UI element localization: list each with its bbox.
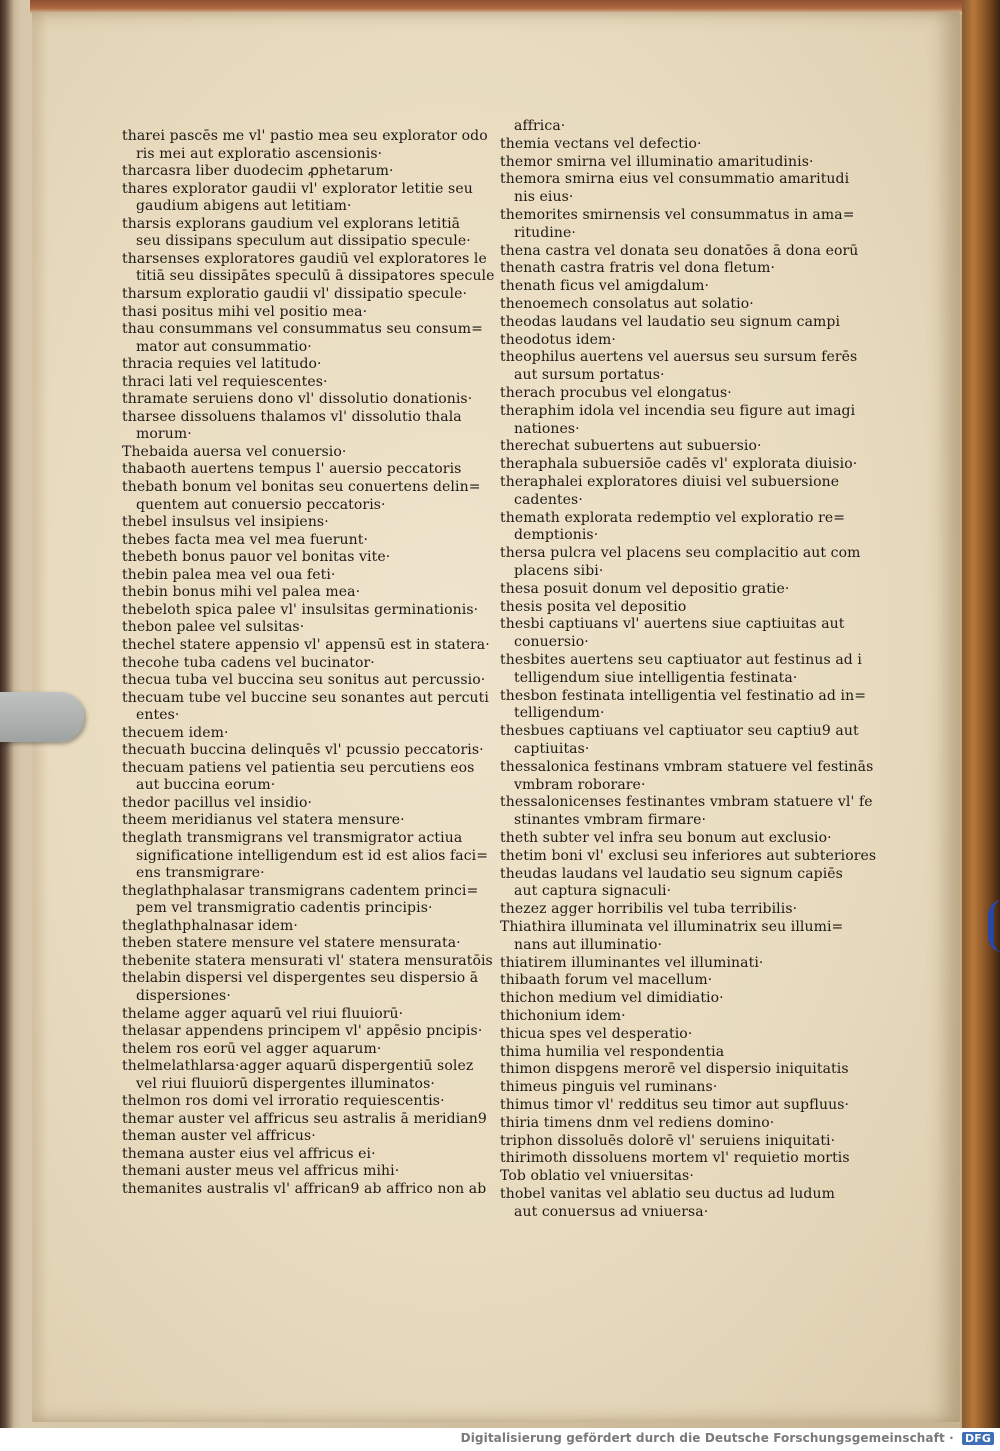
text-line: ris mei aut exploratio ascensionis· — [136, 145, 383, 162]
text-line: themor smirna vel illuminatio amaritudinis· — [500, 153, 814, 170]
text-line: demptionis· — [514, 527, 599, 544]
text-line: thebath bonum vel bonitas seu conuertens delin= — [122, 479, 481, 495]
text-line: thares explorator gaudii vl' explorator letitie seu — [122, 180, 473, 197]
text-line: nis eius· — [514, 189, 574, 206]
text-line: thebes facta mea vel mea fuerunt· — [122, 531, 369, 548]
text-line: morum· — [136, 426, 192, 443]
text-line: tharsenses exploratores gaudiū vel exploratores le — [122, 250, 487, 267]
blue-ink-mark — [988, 900, 1000, 952]
text-line: seu dissipans speculum aut dissipatio specule· — [136, 233, 471, 250]
text-line: thimus timor vl' redditus seu timor aut supfluus· — [500, 1097, 850, 1113]
text-line: pem vel transmigratio cadentis principis· — [136, 900, 433, 917]
text-line: thima humilia vel respondentia — [500, 1043, 725, 1060]
text-line: thecuam patiens vel patientia seu percutiens eos — [122, 759, 475, 776]
text-line: thetim boni vl' exclusi seu inferiores aut subteriores — [500, 847, 877, 864]
text-line: thebeth bonus pauor vel bonitas vite· — [122, 549, 391, 566]
manuscript-page — [32, 12, 960, 1422]
text-line: Thebaida auersa vel conuersio· — [122, 443, 347, 460]
text-line: tharsee dissoluens thalamos vl' dissolutio thala — [122, 408, 462, 425]
text-line: thecuath buccina delinquēs vl' pcussio peccatoris· — [122, 742, 484, 759]
text-line: thesbues captiuans vel captiuator seu captiu9 aut — [500, 723, 859, 740]
text-line: thelabin dispersi vel dispergentes seu dispersio ā — [122, 970, 479, 987]
text-line: telligendum· — [514, 705, 605, 722]
text-line: theodas laudans vel laudatio seu signum campi — [500, 313, 841, 330]
text-line: thersa pulcra vel placens seu complacitio aut com — [500, 545, 861, 562]
text-line: Tob oblatio vel vniuersitas· — [500, 1168, 694, 1185]
text-line: thebenite statera mensurati vl' statera mensuratōis — [122, 952, 493, 969]
text-line: theben statere mensure vel statere mensurata· — [122, 935, 461, 952]
text-line: captiuitas· — [514, 741, 590, 757]
text-line: placens sibi· — [514, 563, 604, 579]
text-line: theglathphalnasar idem· — [122, 917, 298, 934]
text-line: telligendum siue intelligentia festinata· — [514, 669, 798, 686]
text-line: thelmon ros domi vel irroratio requiescentis· — [122, 1093, 445, 1110]
text-line: aut sursum portatus· — [514, 367, 665, 384]
text-line: theraphalei exploratores diuisi vel subuersione — [500, 474, 840, 490]
text-line: thena castra vel donata seu donatōes ā dona eorū — [500, 242, 859, 259]
text-line: tharsum exploratio gaudii vl' dissipatio specule· — [122, 285, 468, 302]
text-line: thenath castra fratris vel dona fletum· — [500, 260, 776, 277]
text-line: thiatirem illuminantes vel illuminati· — [500, 954, 764, 971]
text-line: aut captura signaculi· — [514, 883, 672, 900]
text-line: entes· — [136, 707, 180, 724]
text-line: theodotus idem· — [500, 331, 616, 348]
text-line: therechat subuertens aut subuersio· — [500, 438, 762, 455]
text-line: themorites smirnensis vel consummatus in ama= — [500, 207, 855, 223]
text-line: thiria timens dnm vel rediens domino· — [500, 1114, 775, 1131]
text-line: tharcasra liber duodecim ꝓphetarum· — [122, 163, 394, 180]
text-line: themora smirna eius vel consummatio amaritudi — [500, 171, 850, 188]
text-line: thechel statere appensio vl' appensū est in statera· — [122, 636, 490, 653]
text-line: theth subter vel infra seu bonum aut exclusio· — [500, 830, 832, 846]
text-line: conuersio· — [514, 634, 589, 651]
text-line: thessalonicenses festinantes vmbram statuere vl' fe — [500, 794, 873, 811]
text-line: thesbites auertens seu captiuator aut festinus ad i — [500, 652, 862, 668]
text-line: theophilus auertens vel auersus seu sursum ferēs — [500, 349, 858, 366]
text-line: thelmelathlarsa·agger aquarū dispergentiū solez — [122, 1058, 474, 1075]
text-line: theem meridianus vel statera mensure· — [122, 812, 405, 829]
text-line: thecuam tube vel buccine seu sonantes aut percuti — [122, 689, 489, 706]
text-line: thebin palea mea vel oua feti· — [122, 566, 336, 583]
text-line: affrica· — [514, 118, 566, 134]
text-line: theman auster vel affricus· — [122, 1128, 316, 1145]
text-line: thebeloth spica palee vl' insulsitas germinationis· — [122, 601, 479, 618]
footer-credit-text: Digitalisierung gefördert durch die Deutsche Forschungsgemeinschaft — [460, 1431, 945, 1445]
text-line: thimeus pinguis vel ruminans· — [500, 1079, 718, 1096]
text-line: theraphala subuersiōe cadēs vl' explorata diuisio· — [500, 456, 858, 473]
text-line: thenath ficus vel amigdalum· — [500, 278, 710, 295]
text-line: aut buccina eorum· — [136, 777, 276, 794]
book-binding — [962, 0, 1000, 1428]
text-line: themana auster eius vel affricus ei· — [122, 1145, 376, 1162]
text-line: thabaoth auertens tempus l' auersio peccatoris — [122, 461, 462, 478]
text-line: thobel vanitas vel ablatio seu ductus ad ludum — [500, 1186, 835, 1202]
text-line: aut conuersus ad vniuersa· — [514, 1203, 709, 1220]
text-line: theglath transmigrans vel transmigrator actiua — [122, 830, 463, 846]
footer-bar — [0, 1428, 1000, 1451]
text-line: thenoemech consolatus aut solatio· — [500, 296, 754, 312]
text-line: theraphim idola vel incendia seu figure aut imagi — [500, 402, 856, 419]
text-line: thibaath forum vel macellum· — [500, 972, 713, 989]
text-line: cadentes· — [514, 491, 583, 508]
text-line: therach procubus vel elongatus· — [500, 385, 732, 401]
text-line: dispersiones· — [136, 987, 231, 1004]
text-line: mator aut consummatio· — [136, 338, 312, 355]
text-line: themar auster vel affricus seu astralis ā meridian9 — [122, 1110, 487, 1127]
text-line: vel riui fluuiorū dispergentes illuminatos· — [136, 1075, 435, 1092]
text-line: themath explorata redemptio vel exploratio re= — [500, 509, 846, 526]
text-line: themia vectans vel defectio· — [500, 135, 702, 152]
dfg-logo: DFG — [962, 1432, 994, 1445]
text-line: thicua spes vel desperatio· — [500, 1025, 693, 1042]
text-line: thezez agger horribilis vel tuba terribilis· — [500, 901, 798, 918]
text-line: themanites australis vl' affrican9 ab affrico non ab — [122, 1181, 487, 1197]
text-line: thebon palee vel sulsitas· — [122, 619, 305, 636]
text-line: thichonium idem· — [500, 1008, 626, 1024]
text-line: thesa posuit donum vel depositio gratie· — [500, 580, 790, 597]
text-line: thelasar appendens principem vl' appēsio pncipis· — [122, 1023, 483, 1040]
text-line: quentem aut conuersio peccatoris· — [136, 496, 386, 513]
text-line: thesis posita vel depositio — [500, 598, 687, 615]
text-line: thessalonica festinans vmbram statuere vel festinās — [500, 758, 874, 775]
text-line: triphon dissoluēs dolorē vl' seruiens iniquitati· — [500, 1132, 836, 1149]
text-line: significatione intelligendum est id est alios faci= — [136, 847, 489, 864]
text-line: thesbi captiuans vl' auertens siue captiuitas aut — [500, 616, 845, 633]
text-line: thasi positus mihi vel positio mea· — [122, 303, 368, 320]
text-line: titiā seu dissipātes speculū ā dissipatores specule — [136, 268, 495, 285]
text-line: tharsis explorans gaudium vel explorans letitiā — [122, 215, 461, 232]
text-line: tharei pascēs me vl' pastio mea seu explorator odo — [122, 128, 488, 144]
text-line: thelem ros eorū vel agger aquarum· — [122, 1040, 382, 1057]
text-line: thramate seruiens dono vl' dissolutio donationis· — [122, 391, 473, 408]
text-line: thecohe tuba cadens vel bucinator· — [122, 654, 375, 671]
text-line: thimon dispgens merorē vel dispersio iniquitatis — [500, 1061, 849, 1078]
text-line: nans aut illuminatio· — [514, 936, 663, 953]
footer-credit: Digitalisierung gefördert durch die Deutsche Forschungsgemeinschaft · DFG — [461, 1431, 994, 1445]
text-line: thecua tuba vel buccina seu sonitus aut percussio· — [122, 672, 486, 689]
text-line: thichon medium vel dimidiatio· — [500, 990, 724, 1007]
text-line: thraci lati vel requiescentes· — [122, 373, 328, 390]
text-line: Thiathira illuminata vel illuminatrix seu illumi= — [500, 919, 844, 935]
text-line: ens transmigrare· — [136, 865, 265, 882]
text-line: themani auster meus vel affricus mihi· — [122, 1163, 400, 1180]
text-line: thirimoth dissoluens mortem vl' requietio mortis — [500, 1150, 850, 1167]
text-line: vmbram roborare· — [514, 776, 646, 793]
text-line: nationes· — [514, 420, 580, 437]
text-line: ritudine· — [514, 224, 576, 241]
text-line: thebin bonus mihi vel palea mea· — [122, 584, 361, 601]
text-line: thelame agger aquarū vel riui fluuiorū· — [122, 1005, 404, 1022]
text-line: thau consummans vel consummatus seu consum= — [122, 321, 484, 338]
text-line: theglathphalasar transmigrans cadentem princi= — [122, 882, 479, 899]
text-line: thecuem idem· — [122, 724, 229, 741]
text-line: thebel insulsus vel insipiens· — [122, 514, 329, 531]
text-line: stinantes vmbram firmare· — [514, 812, 707, 829]
text-line: thesbon festinata intelligentia vel festinatio ad in= — [500, 687, 867, 704]
bookmark-tab — [0, 692, 84, 742]
text-line: thedor pacillus vel insidio· — [122, 794, 313, 811]
text-line: theudas laudans vel laudatio seu signum capiēs — [500, 865, 843, 882]
text-line: thracia requies vel latitudo· — [122, 356, 322, 373]
text-line: gaudium abigens aut letitiam· — [136, 198, 352, 215]
